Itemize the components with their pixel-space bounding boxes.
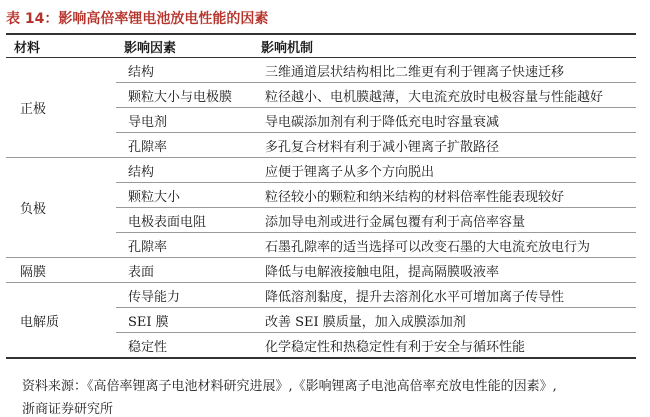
header-material: 材料 (14, 40, 41, 56)
mechanism-cell: 石墨孔隙率的适当选择可以改变石墨的大电流充放电行为 (253, 233, 636, 258)
mechanism-cell: 改善 SEI 膜质量，加入成膜添加剂 (253, 308, 636, 333)
mechanism-cell: 多孔复合材料有利于减小锂离子扩散路径 (253, 133, 636, 158)
header-factor: 影响因素 (124, 40, 177, 56)
table-row (6, 258, 636, 283)
source-organization: 浙商证券研究所 (22, 402, 114, 417)
table-header-row (6, 34, 636, 58)
mechanism-cell: 三维通道层状结构相比二维更有利于锂离子快速迁移 (253, 58, 636, 83)
header-mechanism: 影响机制 (261, 40, 314, 56)
source-note: 资料来源：《高倍率锂离子电池材料研究进展》,《影响锂离子电池高倍率充放电性能的因素》, (22, 379, 557, 394)
table-row (6, 158, 636, 183)
factor-cell: 颗粒大小 (116, 183, 253, 208)
factor-cell: SEI 膜 (116, 308, 253, 333)
mechanism-cell: 导电碳添加剂有利于降低充电时容量衰减 (253, 108, 636, 133)
table-row (6, 58, 636, 83)
category-cell: 隔膜 (6, 258, 116, 283)
factors-table (6, 33, 636, 359)
table-title: 表 14：影响高倍率锂电池放电性能的因素 (6, 11, 269, 27)
mechanism-cell: 降低与电解液接触电阻，提高隔膜吸液率 (253, 258, 636, 283)
factor-cell: 传导能力 (116, 283, 253, 308)
factor-cell: 孔隙率 (116, 133, 253, 158)
mechanism-cell: 应便于锂离子从多个方向脱出 (253, 158, 636, 183)
mechanism-cell: 化学稳定性和热稳定性有利于安全与循环性能 (253, 333, 636, 359)
factors-table-container (6, 33, 636, 359)
factor-cell: 电极表面电阻 (116, 208, 253, 233)
mechanism-cell: 粒径较小的颗粒和纳米结构的材料倍率性能表现较好 (253, 183, 636, 208)
category-cell: 电解质 (6, 283, 116, 359)
factor-cell: 稳定性 (116, 333, 253, 359)
category-cell: 正极 (6, 58, 116, 158)
factor-cell: 结构 (116, 58, 253, 83)
mechanism-cell: 降低溶剂黏度，提升去溶剂化水平可增加离子传导性 (253, 283, 636, 308)
factor-cell: 结构 (116, 158, 253, 183)
category-cell: 负极 (6, 158, 116, 258)
mechanism-cell: 粒径越小、电机膜越薄，大电流充放时电极容量与性能越好 (253, 83, 636, 108)
table-row (6, 283, 636, 308)
factor-cell: 孔隙率 (116, 233, 253, 258)
factor-cell: 表面 (116, 258, 253, 283)
mechanism-cell: 添加导电剂或进行金属包覆有利于高倍率容量 (253, 208, 636, 233)
factor-cell: 导电剂 (116, 108, 253, 133)
factor-cell: 颗粒大小与电极膜 (116, 83, 253, 108)
